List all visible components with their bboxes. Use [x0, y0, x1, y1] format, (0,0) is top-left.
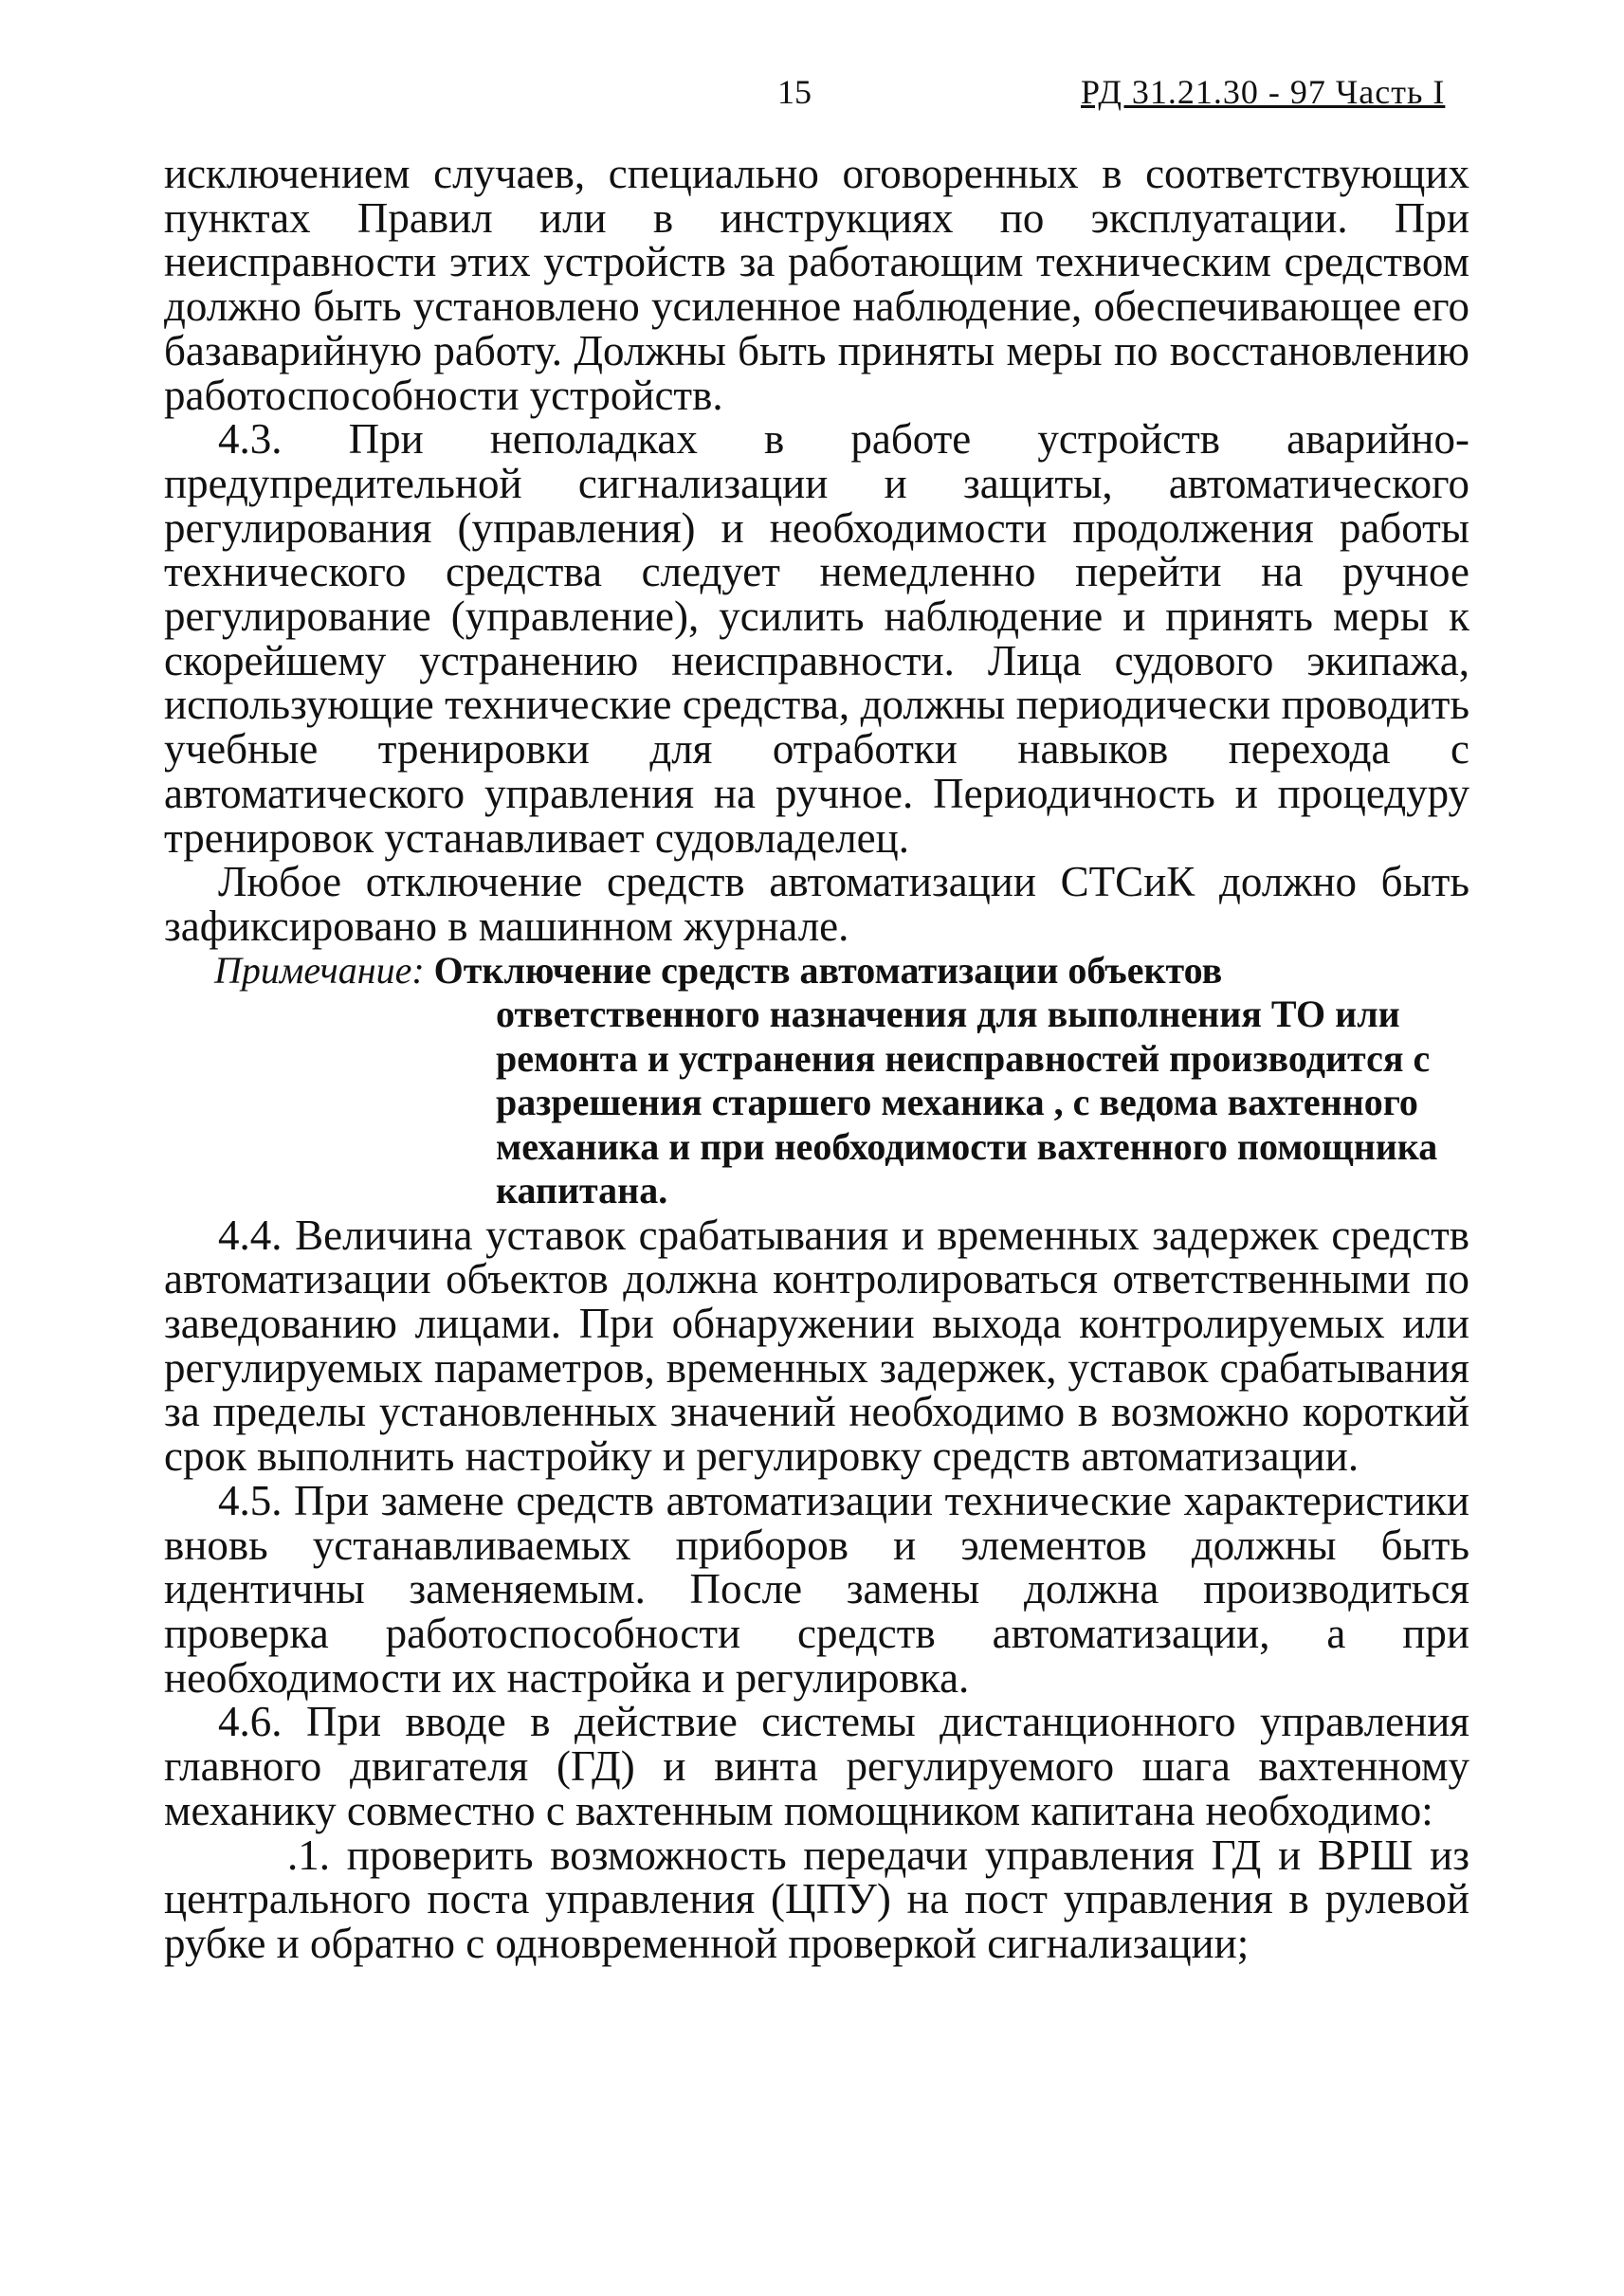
note	[164, 949, 1469, 1213]
paragraph-automation-log: Любое отключение средств автоматизации СТСиК должно быть зафиксировано в машинном журнале.	[164, 858, 1469, 950]
page-header	[0, 68, 1624, 116]
paragraph-4-6: 4.6. При вводе в действие системы дистанционного управления главного двигателя (ГД) и винта регулируемого шага вахтенному механику совместно с вахтенным помощником капитана необходимо:	[164, 1698, 1469, 1834]
document-code: РД 31.21.30 - 97 Часть I	[1081, 73, 1446, 111]
page-number: 15	[777, 73, 812, 111]
note-text: Отключение средств автоматизации объектов ответственного назначения для выполнения ТО или ремонта и устранения неисправностей производится с разрешения старшего механика , с ведома вахтенного механика и при необходимости вахтенного помощника капитана.	[433, 948, 1438, 1212]
note-label: Примечание:	[214, 948, 425, 992]
paragraph-continuation: исключением случаев, специально оговоренных в соответствующих пунктах Правил или в инструкциях по эксплуатации. При неисправности этих устройств за работающим техническим средством должно быть установлено усиленное наблюдение, обеспечивающее его базаварийную работу. Должны быть приняты меры по восстановлению работоспособности устройств.	[164, 150, 1469, 419]
paragraph-4-3: 4.3. При неполадках в работе устройств аварийно-предупредительной сигнализации и защиты, автоматического регулирования (управления) и необходимости продолжения работы технического средства следует немедленно перейти на ручное регулирование (управление), усилить наблюдение и принять меры к скорейшему устранению неисправности. Лица судового экипажа, использующие технические средства, должны периодически проводить учебные тренировки для отработки навыков перехода с автоматического управления на ручное. Периодичность и процедуру тренировок устанавливает судовладелец.	[164, 415, 1469, 862]
list-item-1: .1. проверить возможность передачи управления ГД и ВРШ из центрального поста управления (ЦПУ) на пост управления в рулевой рубке и обратно с одновременной проверкой сигнализации;	[164, 1831, 1469, 1967]
document-body	[164, 152, 1469, 1966]
paragraph-4-4: 4.4. Величина уставок срабатывания и временных задержек средств автоматизации объектов должна контролироваться ответственными по заведованию лицами. При обнаружении выхода контролируемых или регулируемых параметров, временных задержек, уставок срабатывания за пределы установленных значений необходимо в возможно короткий срок выполнить настройку и регулировку средств автоматизации.	[164, 1211, 1469, 1481]
paragraph-4-5: 4.5. При замене средств автоматизации технические характеристики вновь устанавливаемых приборов и элементов должны быть идентичны заменяемым. После замены должна производиться проверка работоспособности средств автоматизации, а при необходимости их настройка и регулировка.	[164, 1476, 1469, 1702]
